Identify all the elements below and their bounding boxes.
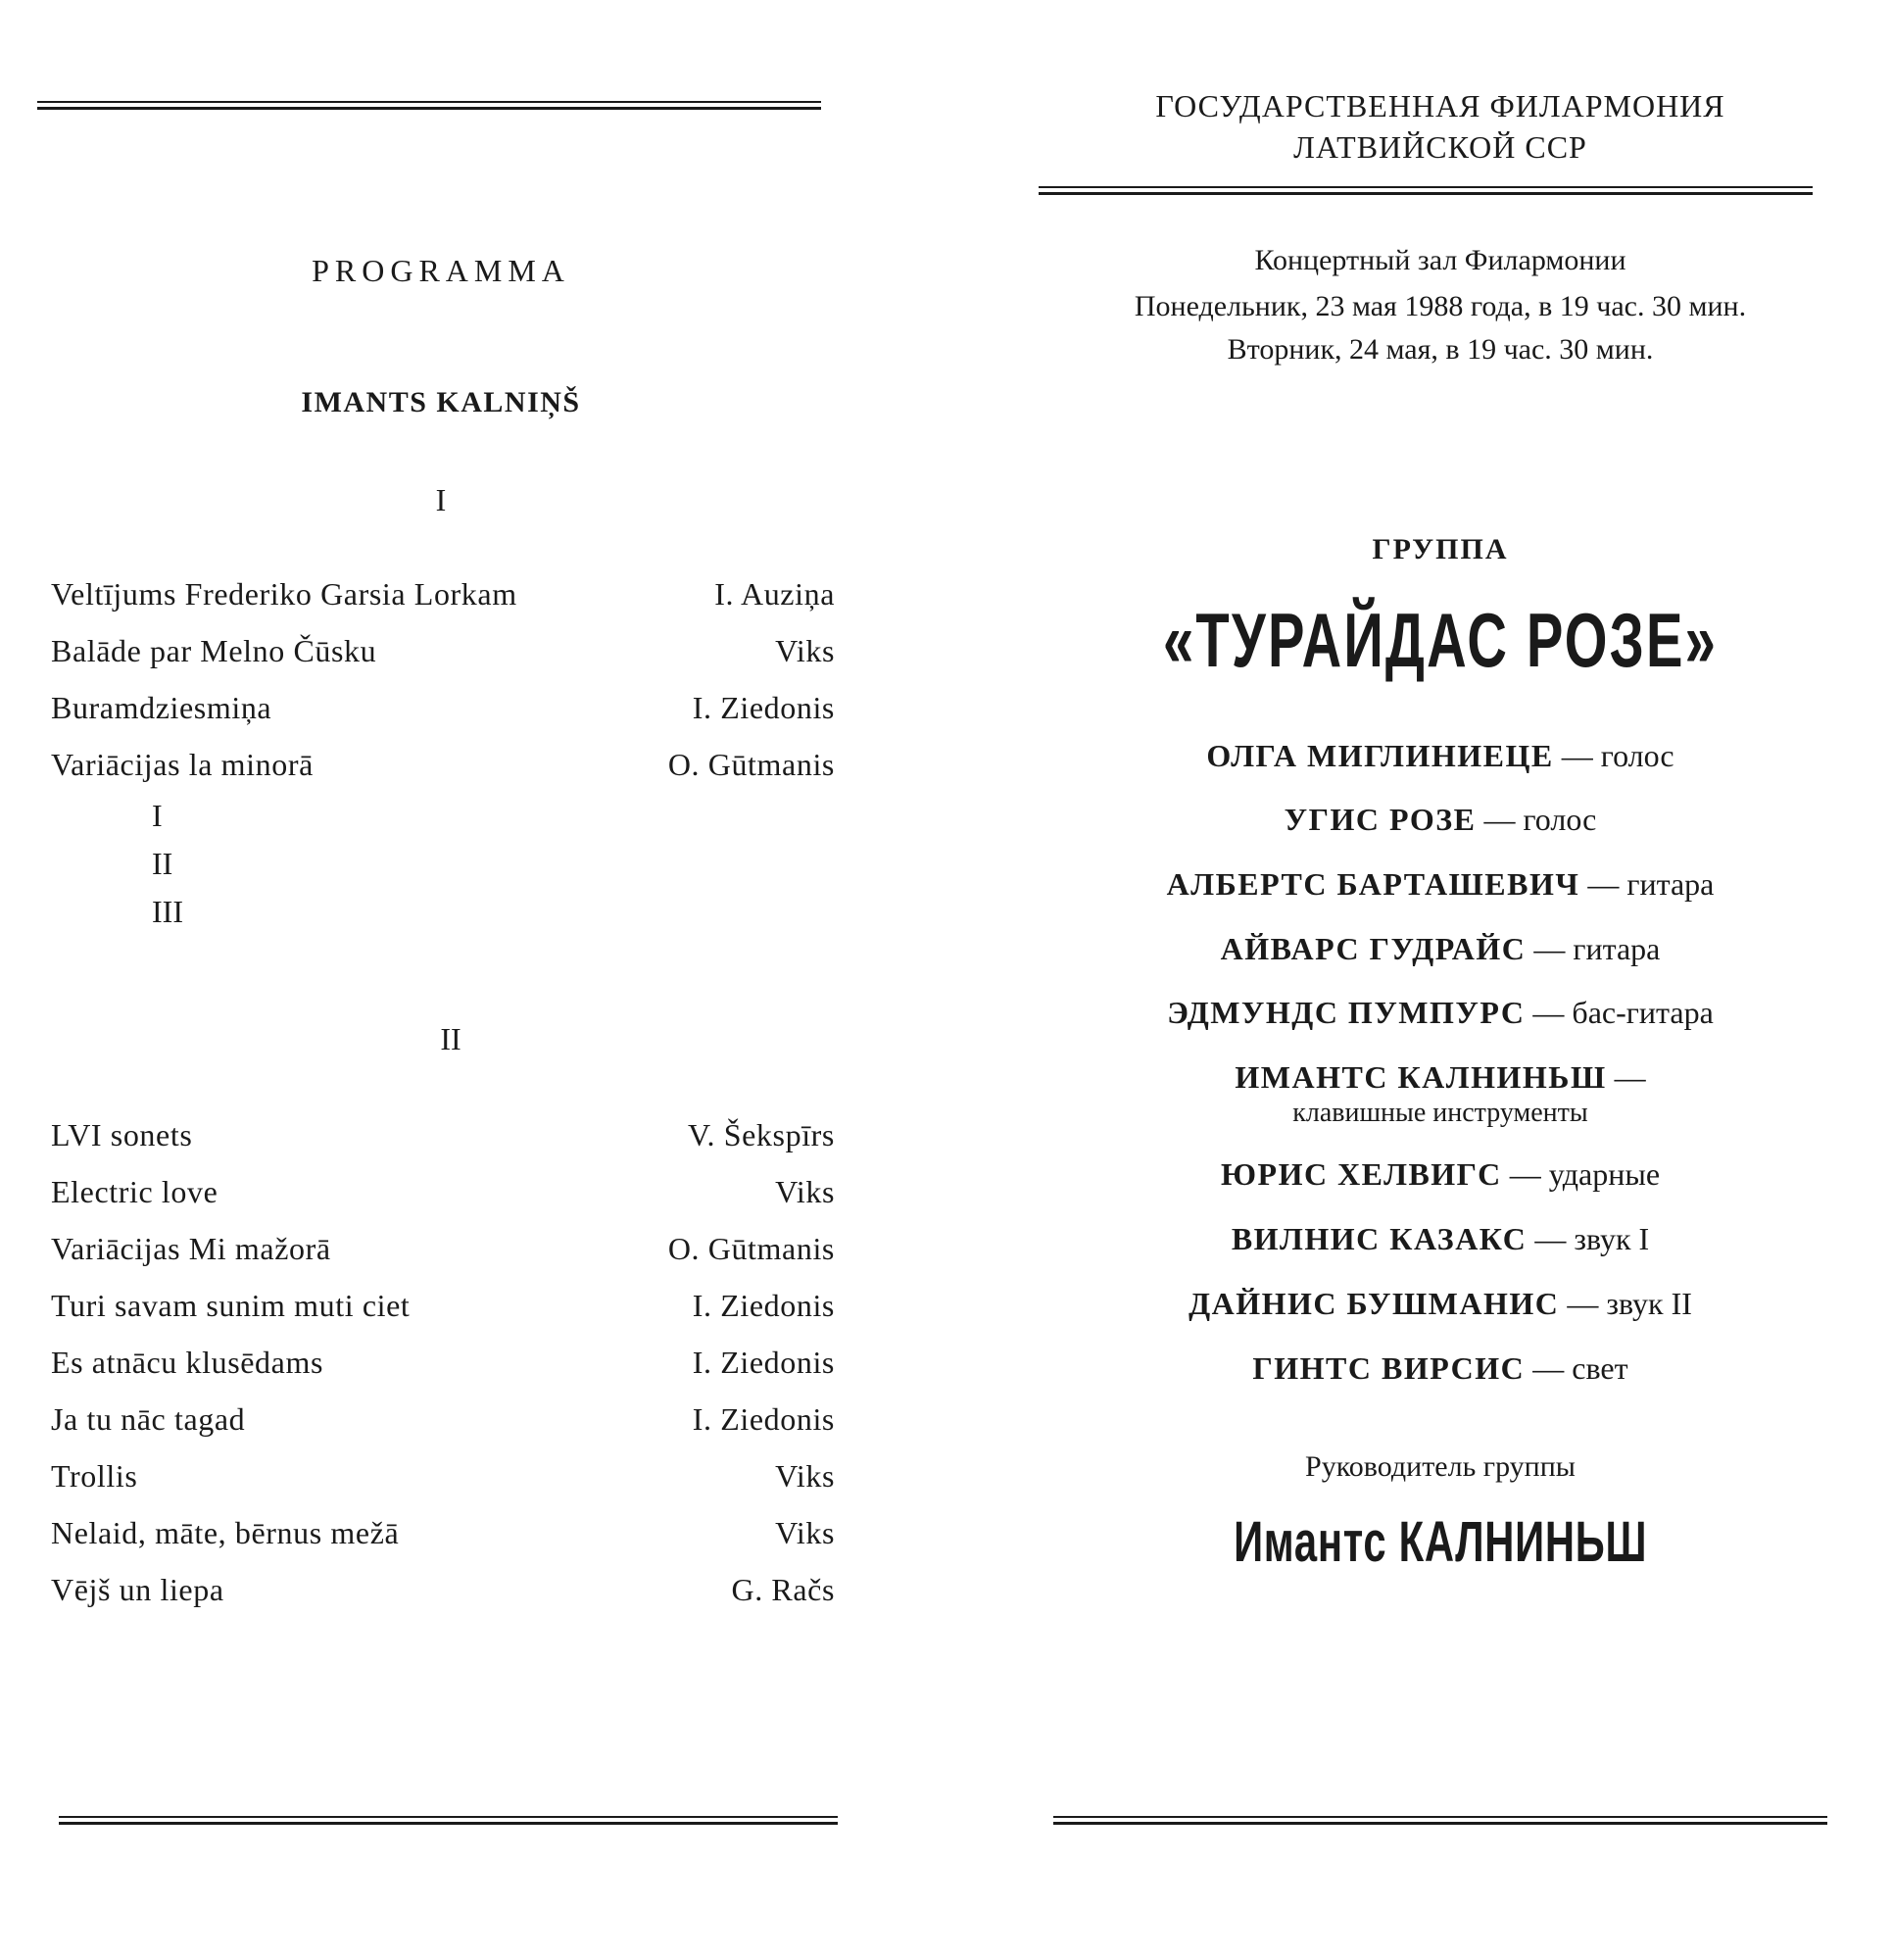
programme-item xyxy=(51,633,835,676)
song-author: Viks xyxy=(775,633,835,668)
programme-item xyxy=(51,1288,835,1331)
part-one-numeral: I xyxy=(435,482,447,517)
variation-number: I xyxy=(152,798,163,833)
programme-item xyxy=(51,1174,835,1217)
programme-heading: PROGRAMMA xyxy=(312,253,570,288)
member-name: ВИЛНИС КАЗАКС xyxy=(1231,1221,1528,1256)
programme-item xyxy=(51,1345,835,1388)
song-author: Viks xyxy=(775,1458,835,1494)
member-name: ЮРИС ХЕЛВИГС xyxy=(1220,1156,1502,1192)
song-title: Vējš un liepa xyxy=(51,1572,224,1607)
member-role: — гитара xyxy=(1587,866,1715,902)
leader-name xyxy=(1019,1509,1862,1578)
bottom-rule-left xyxy=(59,1816,838,1826)
member-row xyxy=(1019,738,1862,774)
member-role: — голос xyxy=(1561,738,1674,773)
member-row xyxy=(1019,1286,1862,1322)
song-title: Buramdziesmiņa xyxy=(51,690,272,725)
song-title: Turi savam sunim muti ciet xyxy=(51,1288,411,1323)
member-name: ЭДМУНДС ПУМПУРС xyxy=(1167,995,1526,1030)
variation-number: III xyxy=(152,894,183,929)
member-row xyxy=(1019,1221,1862,1257)
programme-item xyxy=(51,690,835,733)
leader-last-name: КАЛНИНЬШ xyxy=(1398,1510,1648,1574)
concert-date-2: Вторник, 24 мая, в 19 час. 30 мин. xyxy=(1227,333,1654,366)
song-author: O. Gūtmanis xyxy=(667,1231,835,1266)
member-row xyxy=(1019,1059,1862,1096)
concert-date-1: Понедельник, 23 мая 1988 года, в 19 час. 30 мин. xyxy=(1134,290,1747,322)
song-title: Trollis xyxy=(51,1458,138,1494)
song-author: I. Auziņa xyxy=(714,576,835,612)
member-name: ГИНТС ВИРСИС xyxy=(1252,1350,1526,1386)
programme-item xyxy=(51,1458,835,1501)
member-row xyxy=(1019,802,1862,838)
variation-number: II xyxy=(152,846,173,881)
song-title: Ja tu nāc tagad xyxy=(51,1401,246,1437)
programme-item xyxy=(51,747,835,790)
part-two-numeral: II xyxy=(440,1021,461,1056)
song-author: G. Račs xyxy=(731,1572,835,1607)
composer-name: IMANTS KALNIŅŠ xyxy=(301,386,581,418)
song-title: LVI sonets xyxy=(51,1117,193,1152)
leader-first-name: Имантс xyxy=(1233,1510,1387,1574)
member-role-line2: клавишные инструменты xyxy=(1292,1098,1588,1128)
group-name-text: «ТУРАЙДАС РОЗЕ» xyxy=(1163,597,1718,683)
bottom-rule-right xyxy=(1053,1816,1827,1826)
member-name: ДАЙНИС БУШМАНИС xyxy=(1189,1286,1560,1321)
song-author: I. Ziedonis xyxy=(692,1288,835,1323)
song-title: Nelaid, māte, bērnus mežā xyxy=(51,1515,400,1550)
song-author: Viks xyxy=(775,1174,835,1209)
programme-item xyxy=(51,1401,835,1445)
member-role: — гитара xyxy=(1533,931,1661,966)
member-role: — ударные xyxy=(1509,1156,1661,1192)
song-title: Balāde par Melno Čūsku xyxy=(51,633,377,668)
member-name: ОЛГА МИГЛИНИЕЦЕ xyxy=(1206,738,1554,773)
top-rule-left xyxy=(37,101,821,111)
programme-item xyxy=(51,1117,835,1160)
programme-item xyxy=(51,576,835,619)
top-rule-right xyxy=(1039,186,1813,196)
org-name-line2: ЛАТВИЙСКОЙ ССР xyxy=(1293,129,1587,165)
leader-name-text xyxy=(1234,1509,1647,1575)
member-role: — звук I xyxy=(1534,1221,1650,1256)
song-author: O. Gūtmanis xyxy=(667,747,835,782)
programme-item xyxy=(51,1572,835,1615)
song-title: Es atnācu klusēdams xyxy=(51,1345,323,1380)
member-row xyxy=(1019,866,1862,903)
member-role: — звук II xyxy=(1567,1286,1692,1321)
song-title: Electric love xyxy=(51,1174,218,1209)
member-name: АЙВАРС ГУДРАЙС xyxy=(1220,931,1527,966)
programme-item xyxy=(51,1231,835,1274)
member-row xyxy=(1019,1350,1862,1387)
member-role: — свет xyxy=(1532,1350,1628,1386)
member-role: — голос xyxy=(1483,802,1597,837)
member-name: АЛБЕРТС БАРТАШЕВИЧ xyxy=(1166,866,1580,902)
member-row xyxy=(1019,931,1862,967)
org-name-line1: ГОСУДАРСТВЕННАЯ ФИЛАРМОНИЯ xyxy=(1155,88,1725,123)
member-role: — xyxy=(1614,1059,1646,1095)
programme-item xyxy=(51,1515,835,1558)
song-author: V. Šekspīrs xyxy=(687,1117,835,1152)
leader-label: Руководитель группы xyxy=(1305,1450,1576,1483)
member-name: ИМАНТС КАЛНИНЬШ xyxy=(1235,1059,1607,1095)
member-row xyxy=(1019,995,1862,1031)
member-row xyxy=(1019,1156,1862,1193)
song-author: I. Ziedonis xyxy=(692,690,835,725)
song-title: Variācijas Mi mažorā xyxy=(51,1231,331,1266)
group-name xyxy=(1019,596,1862,684)
song-author: Viks xyxy=(775,1515,835,1550)
member-role: — бас-гитара xyxy=(1532,995,1714,1030)
song-author: I. Ziedonis xyxy=(692,1401,835,1437)
song-author: I. Ziedonis xyxy=(692,1345,835,1380)
song-title: Variācijas la minorā xyxy=(51,747,314,782)
song-title: Veltījums Frederiko Garsia Lorkam xyxy=(51,576,517,612)
group-label: ГРУППА xyxy=(1372,533,1509,565)
member-name: УГИС РОЗЕ xyxy=(1284,802,1477,837)
venue: Концертный зал Филармонии xyxy=(1254,244,1626,276)
